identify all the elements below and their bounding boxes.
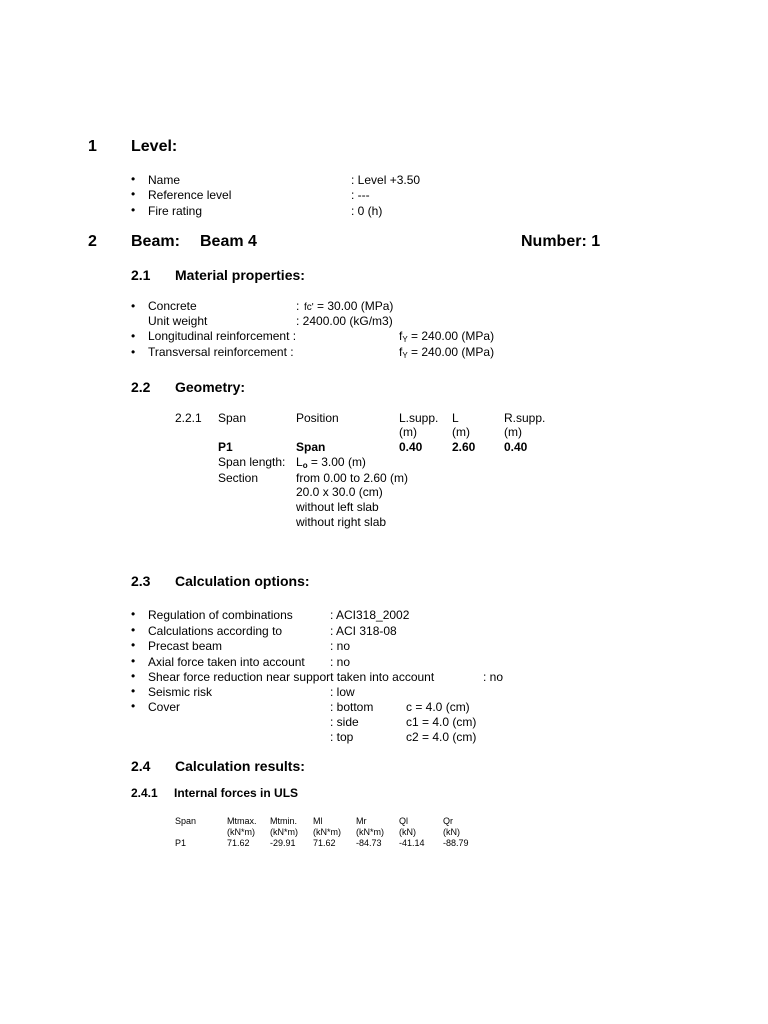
- option-value: : ACI318_2002: [330, 608, 410, 622]
- forces-header: Span: [175, 816, 197, 826]
- geometry-header-span: Span: [218, 411, 247, 425]
- section-line: without left slab: [296, 500, 379, 514]
- level-name-value: : Level +3.50: [351, 173, 421, 187]
- fy-value: = 240.00 (MPa): [407, 329, 495, 343]
- forces-unit: (kN): [399, 827, 416, 837]
- geometry-row-l: 2.60: [452, 440, 476, 454]
- forces-header: Mtmin.: [270, 816, 297, 826]
- geometry-row-span: P1: [218, 440, 233, 454]
- beam-number: Number: 1: [521, 233, 601, 250]
- subsection-2-4-1-title: Internal forces in ULS: [174, 786, 299, 800]
- option-label: Cover: [148, 700, 181, 714]
- option-value: : ACI 318-08: [330, 624, 397, 638]
- geometry-row-position: Span: [296, 440, 326, 454]
- section-1-number: 1: [88, 138, 97, 155]
- transversal-reinforcement-label: Transversal reinforcement :: [148, 345, 294, 359]
- cover-value: c1 = 4.0 (cm): [406, 715, 477, 729]
- longitudinal-reinforcement-label: Longitudinal reinforcement :: [148, 329, 297, 343]
- bullet: •: [131, 638, 136, 652]
- section-2-3-title: Calculation options:: [175, 573, 310, 589]
- reference-level-value: : ---: [351, 188, 370, 202]
- forces-cell: -29.91: [270, 838, 296, 848]
- section-line: from 0.00 to 2.60 (m): [296, 471, 409, 485]
- section-2-title: Beam:: [131, 233, 180, 250]
- section-2-1-number: 2.1: [131, 267, 151, 283]
- fy-subscript: Y: [402, 335, 408, 344]
- section-2-2-number: 2.2: [131, 379, 151, 395]
- bullet: •: [131, 654, 136, 668]
- geometry-unit-l: (m): [452, 425, 470, 439]
- cover-position: : side: [330, 715, 359, 729]
- geometry-header-position: Position: [296, 411, 339, 425]
- reference-level-label: Reference level: [148, 188, 232, 202]
- option-value: : low: [330, 685, 355, 699]
- fy-symbol: f: [399, 345, 403, 359]
- forces-cell: P1: [175, 838, 187, 848]
- geometry-row-lsupp: 0.40: [399, 440, 423, 454]
- section-line: 20.0 x 30.0 (cm): [296, 485, 383, 499]
- forces-header: Qr: [443, 816, 453, 826]
- subsection-2-4-1-number: 2.4.1: [131, 786, 158, 800]
- section-line: without right slab: [296, 515, 387, 529]
- section-2-1-title: Material properties:: [175, 267, 305, 283]
- geometry-unit-lsupp: (m): [399, 425, 417, 439]
- fire-rating-label: Fire rating: [148, 204, 203, 218]
- bullet: •: [131, 345, 136, 359]
- section-1-title: Level:: [131, 138, 178, 155]
- option-label: Shear force reduction near support taken into account: [148, 670, 435, 684]
- cover-position: : bottom: [330, 700, 374, 714]
- section-2-4-number: 2.4: [131, 758, 151, 774]
- level-name-label: Name: [148, 173, 181, 187]
- subsection-2-2-1-number: 2.2.1: [175, 411, 202, 425]
- cover-position: : top: [330, 730, 354, 744]
- forces-cell: 71.62: [227, 838, 250, 848]
- fy-symbol: f: [399, 329, 403, 343]
- bullet: •: [131, 187, 136, 201]
- bullet: •: [131, 699, 136, 713]
- forces-cell: 71.62: [313, 838, 336, 848]
- longitudinal-fy-value: [399, 329, 494, 343]
- option-label: Seismic risk: [148, 685, 213, 699]
- geometry-header-l: L: [452, 411, 459, 425]
- fy-subscript: Y: [402, 351, 408, 360]
- forces-unit: (kN*m): [227, 827, 255, 837]
- bullet: •: [131, 607, 136, 621]
- option-value: : no: [330, 639, 351, 653]
- span-length-value: [296, 455, 366, 469]
- forces-header: Mtmax.: [227, 816, 257, 826]
- option-value: : no: [330, 655, 351, 669]
- section-2-2-title: Geometry:: [175, 379, 246, 395]
- concrete-label: Concrete: [148, 299, 197, 313]
- fc-value: = 30.00 (MPa): [317, 299, 394, 313]
- bullet: •: [131, 172, 136, 186]
- fire-rating-value: : 0 (h): [351, 204, 383, 218]
- transversal-fy-value: [399, 345, 494, 359]
- section-2-3-number: 2.3: [131, 573, 151, 589]
- section-label: Section: [218, 471, 259, 485]
- forces-cell: -41.14: [399, 838, 425, 848]
- forces-unit: (kN*m): [313, 827, 341, 837]
- option-label: Regulation of combinations: [148, 608, 293, 622]
- cover-value: c2 = 4.0 (cm): [406, 730, 477, 744]
- geometry-row-rsupp: 0.40: [504, 440, 528, 454]
- fy-value: = 240.00 (MPa): [407, 345, 495, 359]
- bullet: •: [131, 623, 136, 637]
- geometry-header-lsupp: L.supp.: [399, 411, 439, 425]
- fc-symbol: fc': [304, 302, 314, 313]
- bullet: •: [131, 299, 136, 313]
- span-length-label: Span length:: [218, 455, 286, 469]
- concrete-separator: :: [296, 299, 300, 313]
- lo-symbol: L: [296, 455, 303, 469]
- option-label: Calculations according to: [148, 624, 283, 638]
- bullet: •: [131, 684, 136, 698]
- forces-cell: -84.73: [356, 838, 382, 848]
- geometry-header-rsupp: R.supp.: [504, 411, 546, 425]
- bullet: •: [131, 203, 136, 217]
- forces-cell: -88.79: [443, 838, 469, 848]
- unit-weight-value: : 2400.00 (kG/m3): [296, 314, 393, 328]
- forces-unit: (kN*m): [356, 827, 384, 837]
- lo-subscript: o: [302, 461, 308, 470]
- forces-unit: (kN*m): [270, 827, 298, 837]
- beam-name: Beam 4: [200, 233, 257, 250]
- bullet: •: [131, 669, 136, 683]
- option-label: Precast beam: [148, 639, 223, 653]
- forces-header: Ql: [399, 816, 408, 826]
- forces-header: Mr: [356, 816, 367, 826]
- forces-unit: (kN): [443, 827, 460, 837]
- option-label: Axial force taken into account: [148, 655, 305, 669]
- concrete-fc-value: [304, 299, 393, 313]
- cover-value: c = 4.0 (cm): [406, 700, 470, 714]
- forces-header: Ml: [313, 816, 323, 826]
- geometry-unit-rsupp: (m): [504, 425, 522, 439]
- lo-value: = 3.00 (m): [307, 455, 366, 469]
- unit-weight-label: Unit weight: [148, 314, 208, 328]
- option-value: : no: [483, 670, 504, 684]
- section-2-4-title: Calculation results:: [175, 758, 305, 774]
- bullet: •: [131, 329, 136, 343]
- section-2-number: 2: [88, 233, 97, 250]
